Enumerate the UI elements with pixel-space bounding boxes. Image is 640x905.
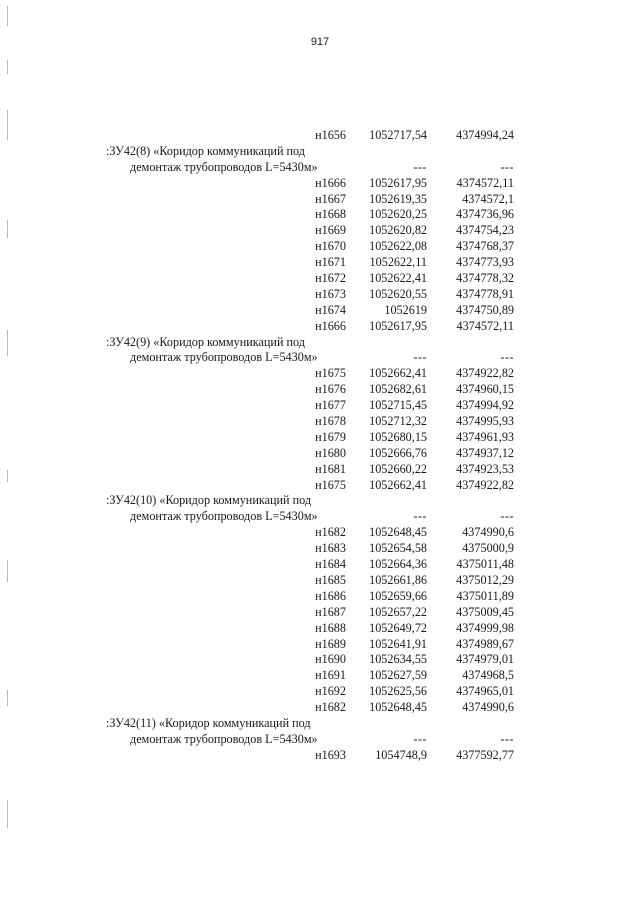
y-coordinate: 4374979,01 [456,652,514,667]
y-coordinate: 4375012,29 [456,572,514,587]
point-id: н1675 [315,366,346,381]
x-dash: --- [413,509,427,524]
y-coordinate: 4374965,01 [456,684,514,699]
y-coordinate: 4374768,37 [456,239,514,254]
table-row [0,207,640,223]
y-coordinate: 4374995,93 [456,414,514,429]
y-coordinate: 4374778,91 [456,286,514,301]
y-coordinate: 4374754,23 [456,223,514,238]
y-coordinate: 4374990,6 [462,700,514,715]
table-row [0,462,640,478]
point-id: н1666 [315,318,346,333]
y-coordinate: 4374994,24 [456,128,514,142]
x-coordinate: 1052622,08 [369,239,427,254]
table-row [0,366,640,382]
point-id: н1668 [315,207,346,222]
y-coordinate: 4374989,67 [456,636,514,651]
table-row [0,557,640,573]
x-coordinate: 1052659,66 [369,588,427,603]
x-coordinate: 1052634,55 [369,652,427,667]
y-coordinate: 4375000,9 [462,541,514,556]
x-coordinate: 1052620,82 [369,223,427,238]
y-coordinate: 4374750,89 [456,302,514,317]
x-coordinate: 1052620,55 [369,286,427,301]
section-title-row [0,716,640,732]
section-title-line: демонтаж трубопроводов L=5430м» [130,159,318,174]
section-title-row [0,160,640,176]
point-id: н1688 [315,620,346,635]
x-coordinate: 1052666,76 [369,445,427,460]
table-row [0,637,640,653]
y-coordinate: 4374572,11 [456,318,514,333]
page-number: 917 [310,36,330,48]
table-row [0,700,640,716]
point-id: н1690 [315,652,346,667]
x-coordinate: 1052660,22 [369,461,427,476]
x-coordinate: 1052648,45 [369,700,427,715]
y-coordinate: 4374960,15 [456,382,514,397]
y-dash: --- [500,350,514,365]
y-coordinate: 4374999,98 [456,620,514,635]
point-id: н1678 [315,414,346,429]
point-id: н1689 [315,636,346,651]
y-coordinate: 4374773,93 [456,255,514,270]
table-row [0,446,640,462]
y-coordinate: 4374990,6 [462,525,514,540]
y-coordinate: 4377592,77 [456,747,514,762]
y-coordinate: 4375009,45 [456,604,514,619]
plot-section [0,716,640,764]
section-title-line: :ЗУ42(10) «Коридор коммуникаций под [106,493,312,508]
section-title-line: :ЗУ42(11) «Коридор коммуникаций под [106,715,311,730]
y-dash: --- [500,731,514,746]
x-coordinate: 1052712,32 [369,414,427,429]
table-row [0,589,640,605]
y-coordinate: 4374778,32 [456,271,514,286]
point-id: н1691 [315,668,346,683]
table-row [0,668,640,684]
point-id: н1686 [315,588,346,603]
section-title-line: демонтаж трубопроводов L=5430м» [130,731,318,746]
x-coordinate: 1052662,41 [369,477,427,492]
table-row [0,573,640,589]
x-coordinate: 1052617,95 [369,175,427,190]
section-title-line: демонтаж трубопроводов L=5430м» [130,509,318,524]
table-row [0,192,640,208]
y-coordinate: 4374994,92 [456,398,514,413]
x-coordinate: 1052620,25 [369,207,427,222]
table-row [0,605,640,621]
table-row [0,176,640,192]
y-coordinate: 4374572,1 [462,191,514,206]
y-dash: --- [500,159,514,174]
table-row [0,255,640,271]
point-id: н1674 [315,302,346,317]
point-id: н1684 [315,557,346,572]
x-coordinate: 1052717,54 [369,128,427,142]
plot-section [0,493,640,715]
point-id: н1679 [315,429,346,444]
point-id: н1681 [315,461,346,476]
y-coordinate: 4374923,53 [456,461,514,476]
x-coordinate: 1054748,9 [375,747,427,762]
y-coordinate: 4374922,82 [456,477,514,492]
y-coordinate: 4374922,82 [456,366,514,381]
y-coordinate: 4374572,11 [456,175,514,190]
x-coordinate: 1052662,41 [369,366,427,381]
x-coordinate: 1052619 [384,302,427,317]
section-title-row [0,350,640,366]
x-coordinate: 1052619,35 [369,191,427,206]
y-coordinate: 4374937,12 [456,445,514,460]
section-title-row [0,144,640,160]
x-dash: --- [413,159,427,174]
y-dash: --- [500,509,514,524]
table-row [0,128,640,144]
section-title-row [0,493,640,509]
x-coordinate: 1052617,95 [369,318,427,333]
table-row [0,621,640,637]
point-id: н1673 [315,286,346,301]
x-coordinate: 1052648,45 [369,525,427,540]
x-coordinate: 1052641,91 [369,636,427,651]
point-id: н1693 [315,747,346,762]
plot-section [0,144,640,335]
section-title-line: :ЗУ42(9) «Коридор коммуникаций под [106,334,305,349]
point-id: н1677 [315,398,346,413]
table-row [0,652,640,668]
table-row [0,398,640,414]
table-row [0,287,640,303]
section-title-row [0,732,640,748]
section-title-line: демонтаж трубопроводов L=5430м» [130,350,318,365]
point-id: н1676 [315,382,346,397]
x-coordinate: 1052715,45 [369,398,427,413]
table-row [0,430,640,446]
x-coordinate: 1052680,15 [369,429,427,444]
point-id: н1670 [315,239,346,254]
x-coordinate: 1052649,72 [369,620,427,635]
point-id: н1682 [315,700,346,715]
point-id: н1682 [315,525,346,540]
x-coordinate: 1052664,36 [369,557,427,572]
section-title-line: :ЗУ42(8) «Коридор коммуникаций под [106,143,305,158]
table-row [0,239,640,255]
point-id: н1656 [315,128,346,142]
point-id: н1692 [315,684,346,699]
table-row [0,319,640,335]
table-row [0,478,640,494]
y-coordinate: 4375011,48 [456,557,514,572]
point-id: н1683 [315,541,346,556]
x-coordinate: 1052622,11 [369,255,427,270]
table-row [0,541,640,557]
x-coordinate: 1052625,56 [369,684,427,699]
x-dash: --- [413,350,427,365]
x-coordinate: 1052654,58 [369,541,427,556]
point-id: н1666 [315,175,346,190]
point-id: н1680 [315,445,346,460]
point-id: н1667 [315,191,346,206]
table-row [0,748,640,764]
x-coordinate: 1052657,22 [369,604,427,619]
point-id: н1675 [315,477,346,492]
table-row [0,271,640,287]
point-id: н1687 [315,604,346,619]
y-coordinate: 4374736,96 [456,207,514,222]
point-id: н1685 [315,572,346,587]
point-id: н1671 [315,255,346,270]
coordinate-table [0,128,640,764]
table-row [0,414,640,430]
section-title-row [0,509,640,525]
table-row [0,525,640,541]
x-coordinate: 1052661,86 [369,572,427,587]
point-id: н1672 [315,271,346,286]
x-coordinate: 1052682,61 [369,382,427,397]
y-coordinate: 4374961,93 [456,429,514,444]
table-row [0,303,640,319]
plot-section [0,128,640,144]
table-row [0,382,640,398]
x-dash: --- [413,731,427,746]
point-id: н1669 [315,223,346,238]
table-row [0,684,640,700]
y-coordinate: 4375011,89 [456,588,514,603]
section-title-row [0,335,640,351]
x-coordinate: 1052622,41 [369,271,427,286]
plot-section [0,335,640,494]
x-coordinate: 1052627,59 [369,668,427,683]
table-row [0,223,640,239]
y-coordinate: 4374968,5 [462,668,514,683]
